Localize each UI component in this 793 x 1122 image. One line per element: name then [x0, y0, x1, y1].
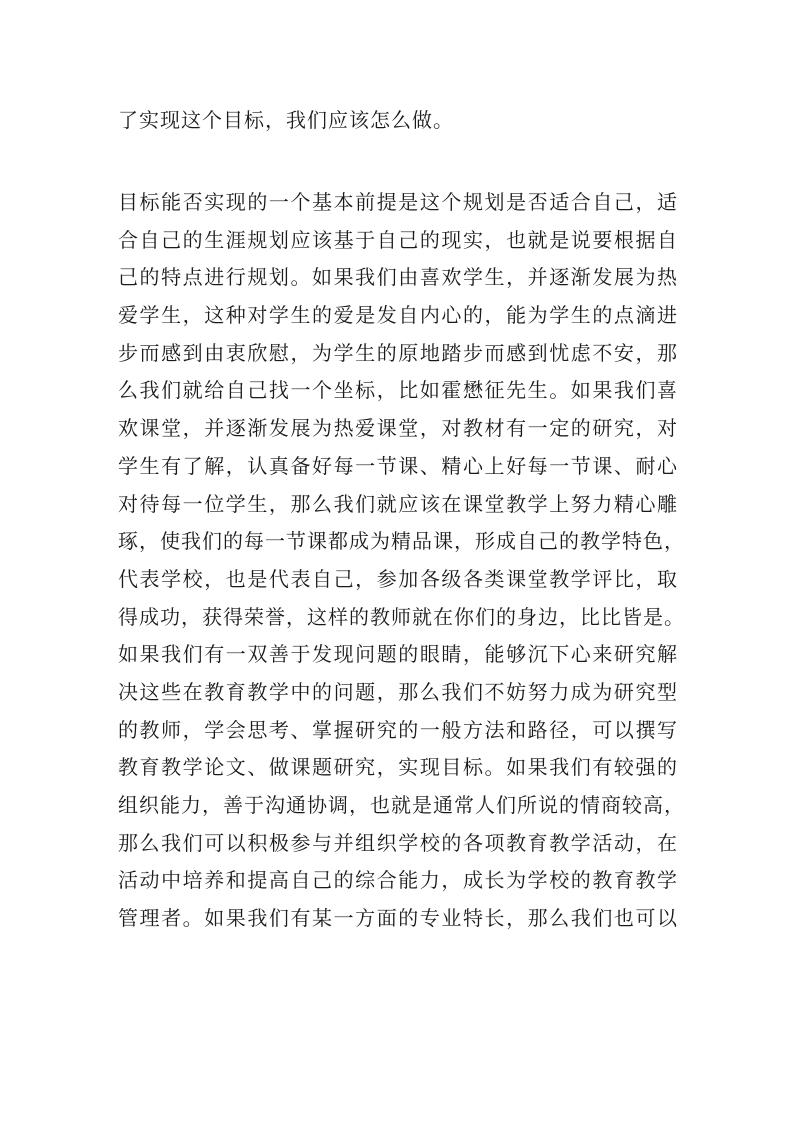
text-line: 欢课堂，并逐渐发展为热爱课堂，对教材有一定的研究，对 [118, 416, 678, 441]
text-line: 那么我们可以积极参与并组织学校的各项教育教学活动，在 [118, 830, 678, 855]
text-line: 管理者。如果我们有某一方面的专业特长，那么我们也可以 [118, 906, 678, 931]
text-line: 的教师，学会思考、掌握研究的一般方法和路径，可以撰写 [118, 717, 678, 742]
text-line: 活动中培养和提高自己的综合能力，成长为学校的教育教学 [118, 868, 678, 893]
text-line: 决这些在教育教学中的问题，那么我们不妨努力成为研究型 [118, 679, 678, 704]
text-line: 琢，使我们的每一节课都成为精品课，形成自己的教学特色， [118, 529, 685, 554]
text-line: 步而感到由衷欣慰，为学生的原地踏步而感到忧虑不安，那 [118, 340, 678, 365]
text-line: 对待每一位学生，那么我们就应该在课堂教学上努力精心雕 [118, 491, 678, 516]
text-line: 得成功，获得荣誉，这样的教师就在你们的身边，比比皆是。 [118, 604, 685, 629]
text-line: 己的特点进行规划。如果我们由喜欢学生，并逐渐发展为热 [118, 265, 678, 290]
text-line: 如果我们有一双善于发现问题的眼睛，能够沉下心来研究解 [118, 642, 678, 667]
text-line: 学生有了解，认真备好每一节课、精心上好每一节课、耐心 [118, 453, 678, 478]
text-line: 教育教学论文、做课题研究，实现目标。如果我们有较强的 [118, 755, 678, 780]
text-line: 组织能力，善于沟通协调，也就是通常人们所说的情商较高， [118, 793, 685, 817]
text-line: 爱学生，这种对学生的爱是发自内心的，能为学生的点滴进 [118, 303, 678, 328]
text-line: 目标能否实现的一个基本前提是这个规划是否适合自己，适 [118, 190, 678, 214]
text-line: 合自己的生涯规划应该基于自己的现实，也就是说要根据自 [118, 227, 678, 252]
text-line: 代表学校，也是代表自己，参加各级各类课堂教学评比，取 [118, 566, 678, 591]
text-line: 了实现这个目标，我们应该怎么做。 [118, 108, 454, 132]
paragraph-intro [118, 104, 678, 142]
text-line: 么我们就给自己找一个坐标，比如霍懋征先生。如果我们喜 [118, 378, 678, 403]
paragraph-body [118, 186, 685, 940]
